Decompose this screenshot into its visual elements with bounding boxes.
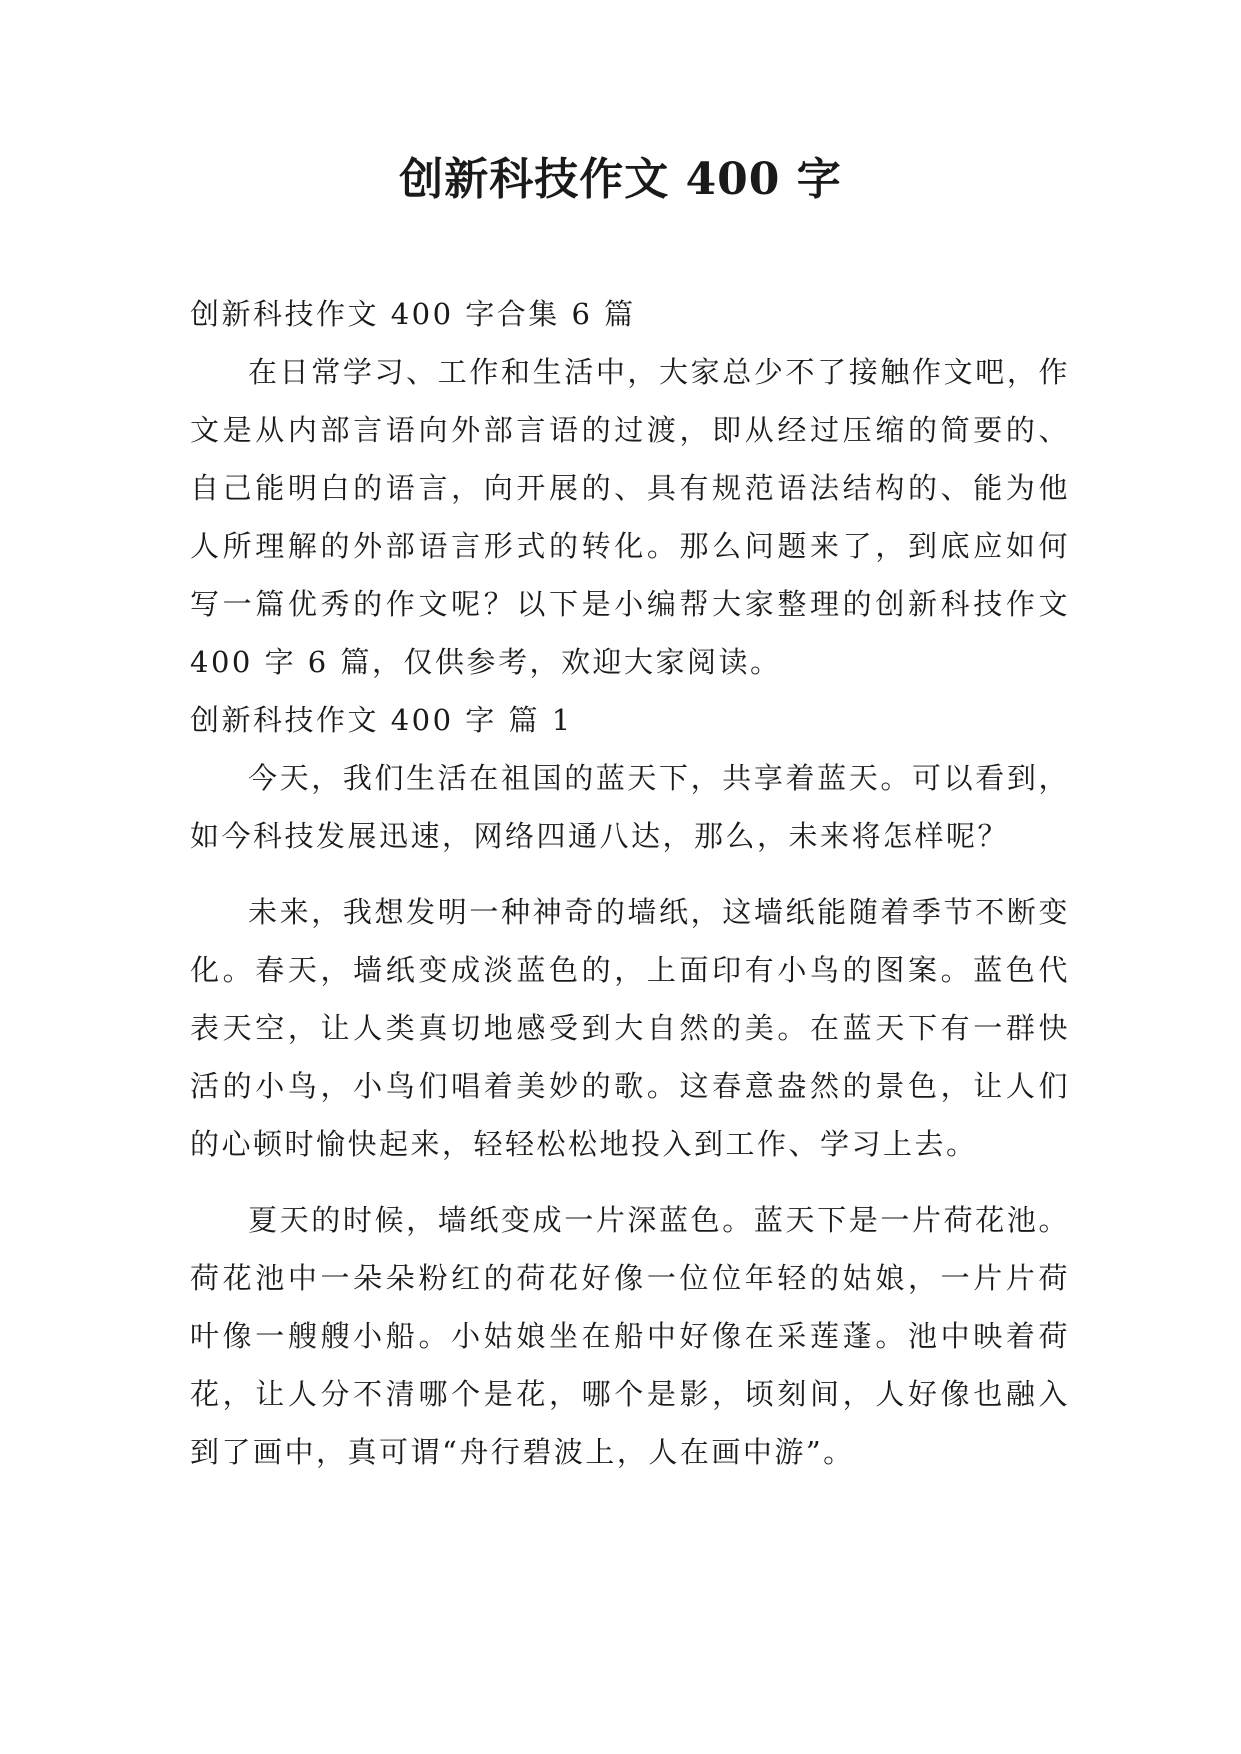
body-paragraph-1: 今天，我们生活在祖国的蓝天下，共享着蓝天。可以看到，如今科技发展迅速，网络四通八达，那么，未来将怎样呢？	[190, 761, 1070, 853]
intro-paragraph: 在日常学习、工作和生活中，大家总少不了接触作文吧，作文是从内部言语向外部言语的过渡，即从经过压缩的简要的、自己能明白的语言，向开展的、具有规范语法结构的、能为他人所理解的外部语言形式的转化。那么问题来了，到底应如何写一篇优秀的作文呢？以下是小编帮大家整理的创新科技作文 400 字 6 篇，仅供参考，欢迎大家阅读。	[190, 355, 1070, 679]
document-body	[190, 285, 1070, 1481]
document-title: 创新科技作文 400 字	[399, 154, 842, 205]
document-subtitle: 创新科技作文 400 字合集 6 篇	[190, 297, 636, 331]
section-heading: 创新科技作文 400 字 篇 1	[190, 703, 573, 737]
body-paragraph-3: 夏天的时候，墙纸变成一片深蓝色。蓝天下是一片荷花池。荷花池中一朵朵粉红的荷花好像一位位年轻的姑娘，一片片荷叶像一艘艘小船。小姑娘坐在船中好像在采莲蓬。池中映着荷花，让人分不清哪个是花，哪个是影，顷刻间，人好像也融入到了画中，真可谓“舟行碧波上，人在画中游”。	[190, 1203, 1070, 1469]
body-paragraph-2: 未来，我想发明一种神奇的墙纸，这墙纸能随着季节不断变化。春天，墙纸变成淡蓝色的，上面印有小鸟的图案。蓝色代表天空，让人类真切地感受到大自然的美。在蓝天下有一群快活的小鸟，小鸟们唱着美妙的歌。这春意盎然的景色，让人们的心顿时愉快起来，轻轻松松地投入到工作、学习上去。	[190, 895, 1070, 1161]
